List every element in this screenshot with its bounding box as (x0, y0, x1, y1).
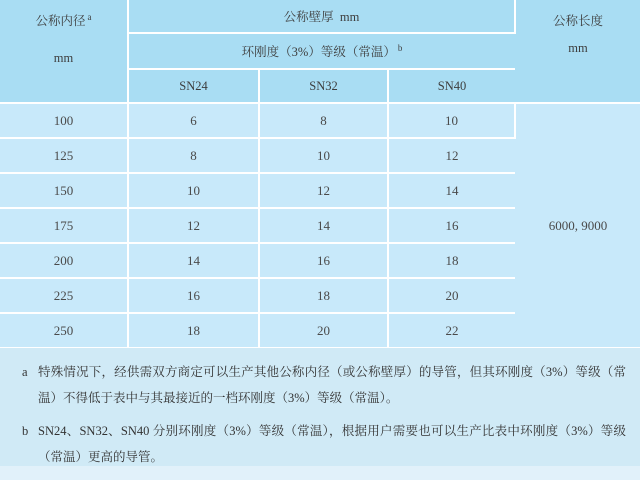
header-nominal-inner-diameter (0, 0, 128, 103)
nominal-wall-thickness-label: 公称壁厚 mm (283, 10, 360, 24)
cell-sn32: 14 (259, 208, 388, 243)
cell-sn32: 8 (259, 103, 388, 138)
footnote-a-label: a (22, 365, 28, 379)
cell-sn40: 20 (388, 278, 515, 313)
header-sn32: SN32 (259, 69, 388, 103)
cell-dn: 250 (0, 313, 128, 348)
footnote-b (22, 418, 626, 470)
cell-dn: 175 (0, 208, 128, 243)
cell-sn32: 18 (259, 278, 388, 313)
cell-sn40: 12 (388, 138, 515, 173)
nominal-inner-diameter-unit: mm (53, 51, 74, 65)
header-ring-stiffness (128, 33, 515, 69)
footnote-ref-b: b (397, 42, 403, 53)
cell-sn24: 18 (128, 313, 259, 348)
cell-sn24: 10 (128, 173, 259, 208)
cell-dn: 100 (0, 103, 128, 138)
footnote-ref-a: a (87, 11, 92, 22)
cell-sn32: 12 (259, 173, 388, 208)
nominal-length-label: 公称长度 (553, 14, 604, 28)
cell-sn40: 14 (388, 173, 515, 208)
header-sn40: SN40 (388, 69, 515, 103)
cell-sn40: 10 (388, 103, 515, 138)
cell-sn24: 16 (128, 278, 259, 313)
header-sn24: SN24 (128, 69, 259, 103)
header-nominal-length (515, 0, 640, 103)
bottom-strip (0, 466, 640, 480)
cell-dn: 125 (0, 138, 128, 173)
ring-stiffness-label: 环刚度（3%）等级（常温） (241, 45, 396, 59)
header-nominal-wall-thickness (128, 0, 515, 33)
nominal-length-unit: mm (568, 41, 588, 55)
cell-sn24: 14 (128, 243, 259, 278)
cell-sn24: 12 (128, 208, 259, 243)
footnote-b-label: b (22, 424, 29, 438)
header-row-1 (0, 0, 640, 33)
footnote-a (22, 359, 626, 411)
cell-sn24: 6 (128, 103, 259, 138)
cell-dn: 150 (0, 173, 128, 208)
footnote-b-text: SN24、SN32、SN40 分别环刚度（3%）等级（常温），根据用户需要也可以生产比表中环刚度（3%）等级（常温）更高的导管。 (38, 424, 626, 464)
cell-sn24: 8 (128, 138, 259, 173)
cell-dn: 225 (0, 278, 128, 313)
cell-nominal-length-values: 6000, 9000 (515, 103, 640, 348)
cell-sn40: 18 (388, 243, 515, 278)
cell-sn40: 16 (388, 208, 515, 243)
cell-dn: 200 (0, 243, 128, 278)
table-row (0, 103, 640, 138)
cell-sn32: 16 (259, 243, 388, 278)
cell-sn32: 10 (259, 138, 388, 173)
footnote-a-text: 特殊情况下，经供需双方商定可以生产其他公称内径（或公称壁厚）的导管，但其环刚度（3%）等级（常温）不得低于表中与其最接近的一档环刚度（3%）等级（常温）。 (38, 365, 626, 405)
cell-sn40: 22 (388, 313, 515, 348)
nominal-inner-diameter-label: 公称内径 $^a$ (35, 11, 92, 28)
cell-sn32: 20 (259, 313, 388, 348)
footnotes (0, 348, 640, 466)
